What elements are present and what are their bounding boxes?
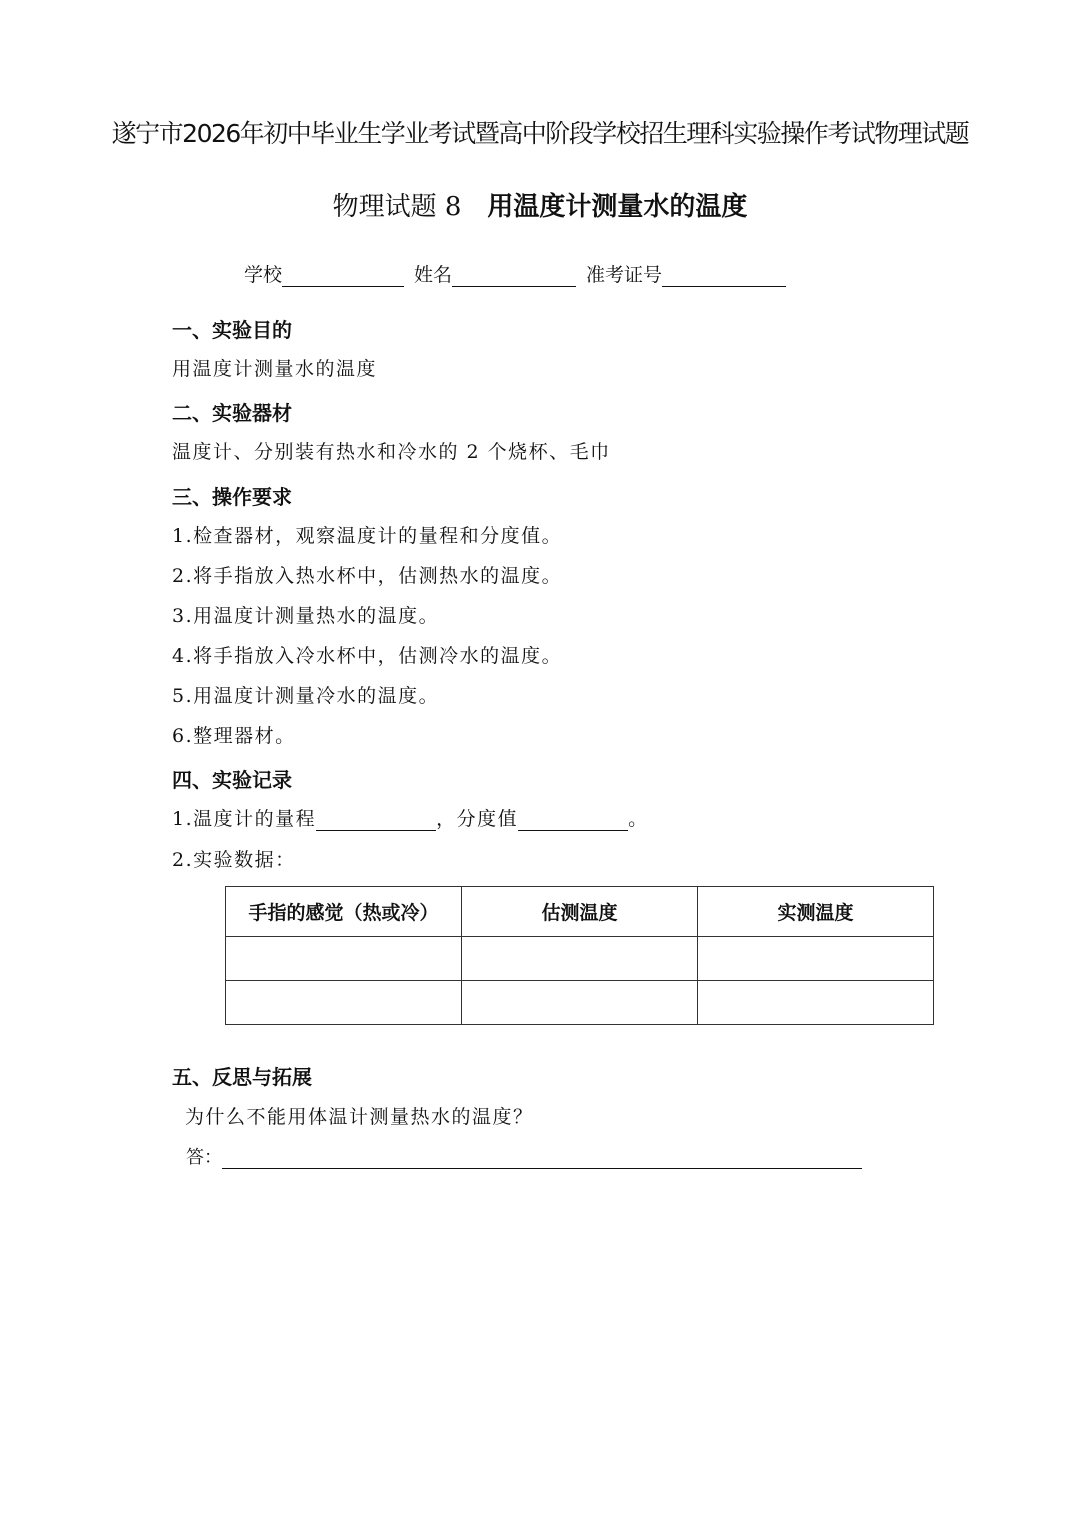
experiment-topic: 用温度计测量水的温度 bbox=[487, 192, 748, 222]
section-heading: 一、实验目的 bbox=[172, 318, 292, 342]
step-item: 6.整理器材。 bbox=[172, 725, 296, 747]
period-mark: 。 bbox=[628, 808, 649, 830]
section-heading: 二、实验器材 bbox=[172, 401, 292, 425]
step-item: 3.用温度计测量热水的温度。 bbox=[172, 605, 440, 627]
table-cell[interactable] bbox=[698, 937, 934, 981]
name-field bbox=[414, 260, 576, 287]
table-cell[interactable] bbox=[698, 981, 934, 1025]
section-heading: 五、反思与拓展 bbox=[172, 1065, 312, 1089]
step-item: 1.检查器材，观察温度计的量程和分度值。 bbox=[172, 525, 563, 547]
section-heading: 四、实验记录 bbox=[172, 768, 292, 792]
range-label: 1.温度计的量程 bbox=[172, 808, 317, 830]
table-row bbox=[226, 981, 934, 1025]
name-blank[interactable] bbox=[452, 264, 576, 287]
header-measured-temp: 实测温度 bbox=[698, 887, 934, 937]
header-estimated-temp: 估测温度 bbox=[462, 887, 698, 937]
experiment-title bbox=[0, 186, 1080, 223]
objective-text: 用温度计测量水的温度 bbox=[172, 358, 378, 380]
table-cell[interactable] bbox=[226, 981, 462, 1025]
step-item: 2.将手指放入热水杯中，估测热水的温度。 bbox=[172, 565, 563, 587]
table-cell[interactable] bbox=[462, 937, 698, 981]
answer-blank[interactable] bbox=[222, 1148, 862, 1169]
header-finger-feeling: 手指的感觉（热或冷） bbox=[226, 887, 462, 937]
table-header-row bbox=[226, 887, 934, 937]
table-cell[interactable] bbox=[462, 981, 698, 1025]
step-item: 4.将手指放入冷水杯中，估测冷水的温度。 bbox=[172, 645, 563, 667]
document-title: 遂宁市2026年初中毕业生学业考试暨高中阶段学校招生理科实验操作考试物理试题 bbox=[111, 119, 969, 148]
school-label: 学校 bbox=[244, 264, 283, 286]
exam-id-field bbox=[586, 260, 786, 287]
section-heading: 三、操作要求 bbox=[172, 485, 292, 509]
name-label: 姓名 bbox=[414, 264, 453, 286]
data-table bbox=[225, 886, 934, 1025]
exam-id-label: 准考证号 bbox=[586, 264, 663, 286]
reflection-question: 为什么不能用体温计测量热水的温度？ bbox=[185, 1106, 534, 1128]
school-blank[interactable] bbox=[282, 264, 404, 287]
exam-id-blank[interactable] bbox=[662, 264, 786, 287]
experiment-number: 物理试题 8 bbox=[332, 192, 462, 222]
table-row bbox=[226, 937, 934, 981]
division-label: ，分度值 bbox=[436, 808, 519, 830]
answer-label: 答： bbox=[186, 1147, 222, 1168]
school-field bbox=[244, 260, 404, 287]
step-item: 5.用温度计测量冷水的温度。 bbox=[172, 685, 440, 707]
answer-line bbox=[186, 1143, 862, 1169]
equipment-text: 温度计、分别装有热水和冷水的 2 个烧杯、毛巾 bbox=[172, 441, 611, 463]
range-record-line bbox=[172, 804, 649, 831]
table-cell[interactable] bbox=[226, 937, 462, 981]
range-blank[interactable] bbox=[316, 808, 436, 831]
division-blank[interactable] bbox=[518, 808, 628, 831]
data-label: 2.实验数据： bbox=[172, 849, 296, 871]
